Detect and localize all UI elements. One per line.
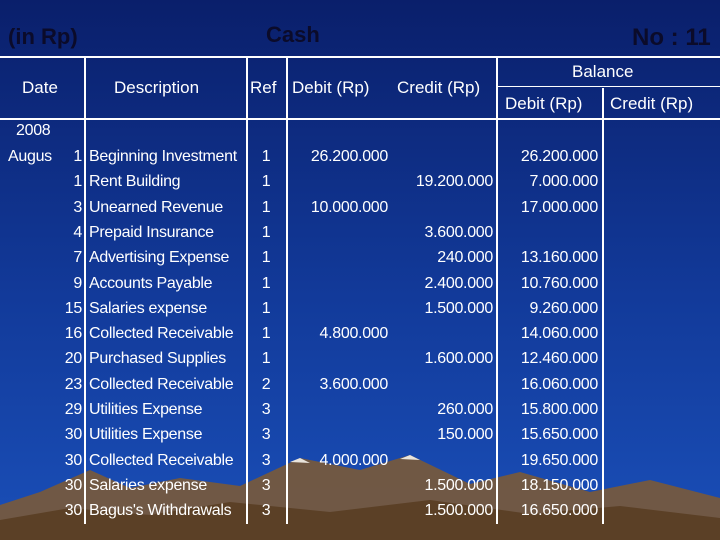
- cell-debit: 4.000.000: [319, 451, 388, 469]
- cell-day: 30: [64, 426, 82, 444]
- cell-credit: 19.200.000: [415, 173, 493, 191]
- cell-credit: 2.400.000: [424, 274, 493, 292]
- cell-bal-debit: 15.800.000: [520, 401, 598, 418]
- cell-day: 15: [64, 299, 82, 317]
- cell-ref: 1: [261, 223, 271, 241]
- cell-bal-debit: 13.160.000: [520, 249, 598, 267]
- cell-ref: 1: [261, 173, 271, 191]
- cell-credit: 240.000: [437, 249, 493, 267]
- cell-desc: Beginning Investment: [89, 148, 237, 165]
- cell-ref: 1: [261, 148, 271, 165]
- col-rule-ref: [286, 58, 288, 524]
- col-header-description: Description: [114, 78, 200, 97]
- cell-ref: 3: [261, 401, 271, 418]
- cell-ref: 1: [261, 299, 271, 317]
- cell-desc: Salaries expense: [89, 476, 207, 494]
- cell-ref: 1: [261, 198, 271, 216]
- cell-credit: 1.500.000: [424, 502, 493, 520]
- cell-day: 1: [73, 148, 82, 165]
- cell-ref: 2: [261, 375, 271, 393]
- cell-credit: 3.600.000: [424, 223, 493, 241]
- cell-desc: Collected Receivable: [89, 451, 234, 469]
- cell-credit: 150.000: [437, 426, 493, 444]
- cell-debit: 26.200.000: [310, 148, 388, 165]
- cell-ref: 3: [261, 502, 271, 520]
- col-rule-credit: [496, 58, 498, 524]
- cell-bal-debit: 9.260.000: [529, 299, 598, 317]
- cell-desc: Bagus's Withdrawals: [89, 502, 232, 520]
- cell-bal-debit: 12.460.000: [520, 350, 598, 368]
- cell-day: 30: [64, 451, 82, 469]
- cell-desc: Advertising Expense: [89, 249, 230, 267]
- col-rule-desc: [246, 58, 248, 524]
- cell-debit: 10.000.000: [310, 198, 388, 216]
- cell-bal-debit: 16.650.000: [520, 502, 598, 520]
- header-top-rule: [0, 56, 720, 58]
- col-rule-date: [84, 58, 86, 524]
- cell-ref: 1: [261, 325, 271, 343]
- period-year: 2008: [16, 122, 51, 139]
- cell-debit: 3.600.000: [319, 375, 388, 393]
- cell-day: 29: [64, 401, 82, 418]
- cell-ref: 3: [261, 476, 271, 494]
- account-number: No : 11: [632, 24, 711, 51]
- cell-desc: Accounts Payable: [89, 274, 213, 292]
- cell-ref: 1: [261, 249, 271, 267]
- col-header-balance-credit: Credit (Rp): [610, 94, 694, 113]
- cell-bal-debit: 10.760.000: [520, 274, 598, 292]
- cell-credit: 1.600.000: [424, 350, 493, 368]
- col-header-credit: Credit (Rp): [397, 78, 481, 97]
- cell-desc: Collected Receivable: [89, 375, 234, 393]
- cell-bal-debit: 7.000.000: [529, 173, 598, 191]
- col-header-debit: Debit (Rp): [292, 78, 370, 97]
- cell-credit: 1.500.000: [424, 476, 493, 494]
- cell-credit: 1.500.000: [424, 299, 493, 317]
- period-month: Augus: [8, 148, 52, 165]
- cell-desc: Utilities Expense: [89, 401, 203, 418]
- cell-ref: 1: [261, 350, 271, 368]
- cell-day: 20: [64, 350, 82, 368]
- cell-bal-debit: 14.060.000: [520, 325, 598, 343]
- ledger-title: Cash: [266, 22, 320, 47]
- cell-bal-debit: 18.150.000: [520, 476, 598, 494]
- cell-day: 23: [64, 375, 82, 393]
- cell-desc: Prepaid Insurance: [89, 223, 214, 241]
- cell-desc: Utilities Expense: [89, 426, 203, 444]
- cell-desc: Unearned Revenue: [89, 198, 223, 216]
- cell-debit: 4.800.000: [319, 325, 388, 343]
- col-header-date: Date: [22, 78, 58, 97]
- col-header-balance: Balance: [572, 62, 634, 81]
- cell-bal-debit: 16.060.000: [520, 375, 598, 393]
- header-bottom-rule: [0, 118, 720, 120]
- unit-label: (in Rp): [8, 24, 78, 49]
- cell-bal-debit: 26.200.000: [520, 148, 598, 165]
- cell-ref: 1: [261, 274, 271, 292]
- cell-day: 4: [73, 223, 82, 241]
- cell-credit: 260.000: [437, 401, 493, 418]
- cell-desc: Salaries expense: [89, 299, 207, 317]
- col-rule-balance: [602, 88, 604, 524]
- cell-desc: Purchased Supplies: [89, 350, 226, 368]
- cell-day: 16: [64, 325, 82, 343]
- cell-day: 30: [64, 476, 82, 494]
- col-header-ref: Ref: [250, 78, 277, 97]
- cell-desc: Collected Receivable: [89, 325, 234, 343]
- cell-day: 30: [64, 502, 82, 520]
- cell-bal-debit: 19.650.000: [520, 451, 598, 469]
- col-header-balance-debit: Debit (Rp): [505, 94, 583, 113]
- cell-bal-debit: 15.650.000: [520, 426, 598, 444]
- cell-bal-debit: 17.000.000: [520, 198, 598, 216]
- cell-ref: 3: [261, 451, 271, 469]
- cell-ref: 3: [261, 426, 271, 444]
- cell-desc: Rent Building: [89, 173, 181, 191]
- cell-day: 3: [73, 198, 82, 216]
- cell-day: 7: [73, 249, 82, 267]
- cell-day: 9: [73, 274, 82, 292]
- balance-split-rule: [497, 86, 720, 87]
- cell-day: 1: [73, 173, 82, 191]
